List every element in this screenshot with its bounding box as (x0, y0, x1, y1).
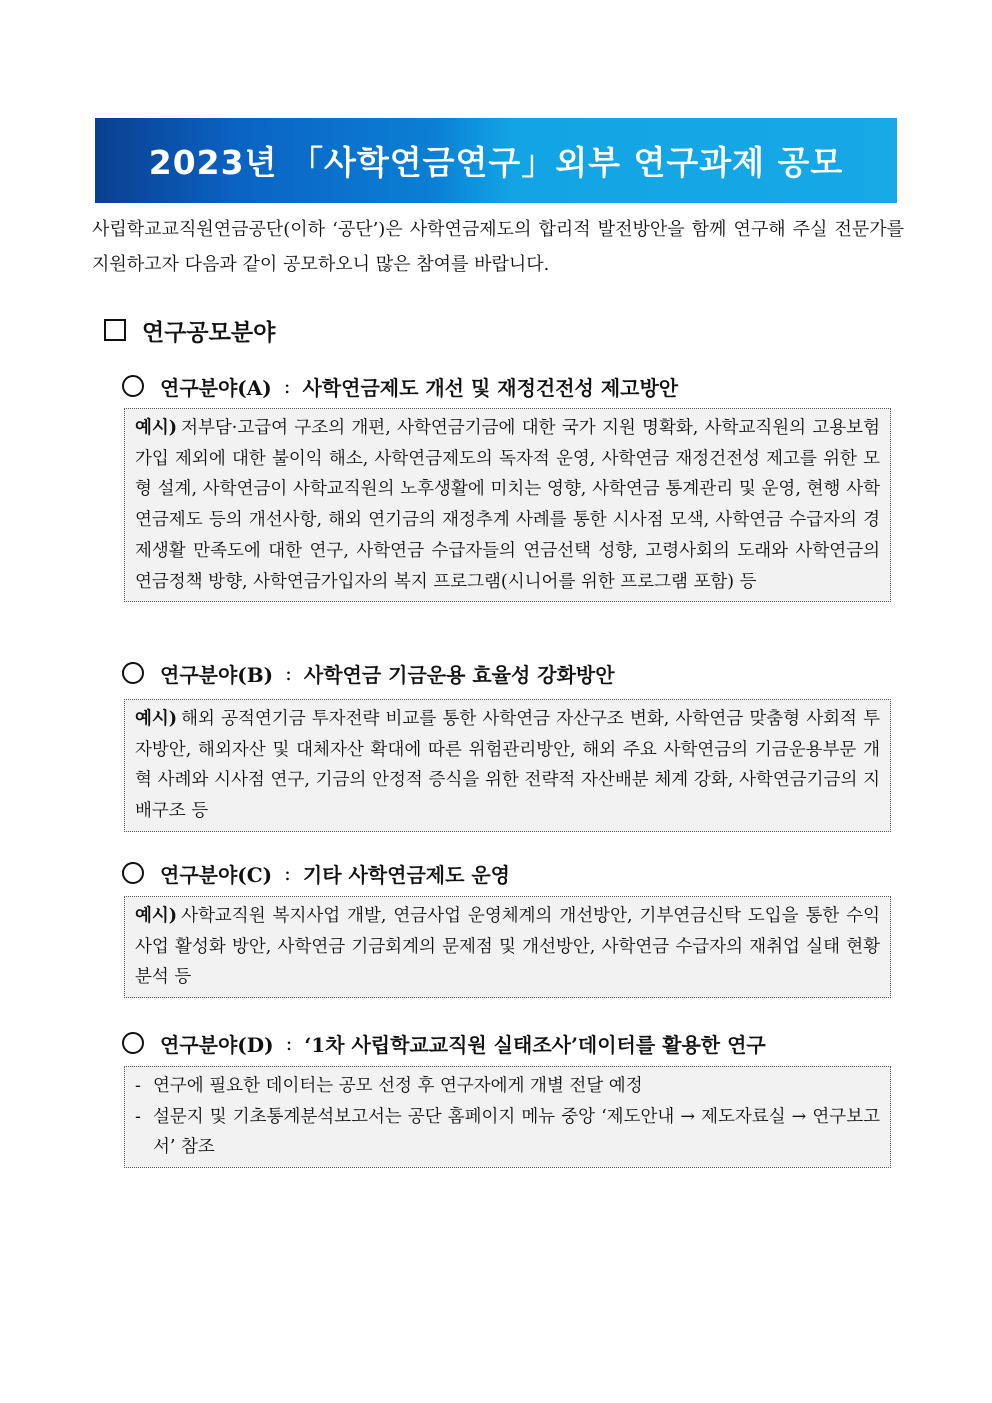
field-topic: ‘1차 사립학교교직원 실태조사’데이터를 활용한 연구 (304, 1032, 766, 1057)
page-title: 2023년 「사학연금연구」외부 연구과제 공모 (148, 143, 844, 182)
field-c-heading (122, 856, 510, 890)
note-text: 설문지 및 기초통계분석보고서는 공단 홈페이지 메뉴 중앙 ‘제도안내 → 제도자료실 → 연구보고서’ 참조 (153, 1106, 880, 1158)
note-text: 연구에 필요한 데이터는 공모 선정 후 연구자에게 개별 전달 예정 (153, 1076, 643, 1096)
field-d-notes-box (124, 1066, 891, 1168)
field-topic: 사학연금제도 개선 및 재정건전성 제고방안 (302, 375, 679, 400)
note-item (135, 1071, 880, 1102)
field-c-example-box (124, 896, 891, 998)
field-b-example-box (124, 699, 891, 832)
field-code: 연구분야(B) (160, 662, 274, 687)
circle-bullet-icon (122, 862, 144, 884)
example-label: 예시) (135, 906, 178, 926)
field-a-example-box (124, 408, 891, 602)
circle-bullet-icon (122, 375, 144, 397)
section-heading (104, 310, 275, 350)
square-bullet-icon (104, 319, 126, 341)
field-code: 연구분야(D) (160, 1032, 274, 1057)
field-topic: 사학연금 기금운용 효율성 강화방안 (303, 662, 615, 687)
field-b-heading (122, 656, 615, 690)
intro-paragraph: 사립학교교직원연금공단(이하 ‘공단’)은 사학연금제도의 합리적 발전방안을 함께 연구해 주실 전문가를 지원하고자 다음과 같이 공모하오니 많은 참여를 바랍니다. (92, 219, 904, 275)
field-separator: : (285, 1031, 293, 1055)
note-item (135, 1102, 880, 1163)
example-label: 예시) (135, 709, 178, 729)
field-separator: : (284, 861, 291, 885)
example-text: 해외 공적연기금 투자전략 비교를 통한 사학연금 자산구조 변화, 사학연금 맞춤형 사회적 투자방안, 해외자산 및 대체자산 확대에 따른 위험관리방안, 해외 주요 사학연금의 기금운용부문 개혁 사례와 시사점 연구, 기금의 안정적 증식을 위한 전략적 자산배분 체계 강화, 사학연금기금의 지배구조 등 (135, 709, 880, 822)
section-title: 연구공모분야 (142, 319, 276, 346)
field-separator: : (285, 661, 292, 685)
dash-bullet-icon: - (135, 1076, 141, 1096)
field-a-heading (122, 369, 678, 403)
field-topic: 기타 사학연금제도 운영 (302, 862, 511, 887)
dash-bullet-icon: - (135, 1106, 141, 1127)
example-text: 사학교직원 복지사업 개발, 연금사업 운영체계의 개선방안, 기부연금신탁 도입을 통한 수익사업 활성화 방안, 사학연금 기금회계의 문제점 및 개선방안, 사학연금 수급자의 재취업 실태 현황 분석 등 (135, 906, 880, 988)
field-separator: : (283, 374, 291, 398)
field-code: 연구분야(A) (160, 375, 272, 400)
example-label: 예시) (135, 418, 178, 438)
circle-bullet-icon (122, 1032, 144, 1054)
field-code: 연구분야(C) (160, 862, 273, 887)
circle-bullet-icon (122, 662, 144, 684)
title-banner (95, 118, 897, 203)
example-text: 저부담·고급여 구조의 개편, 사학연금기금에 대한 국가 지원 명확화, 사학교직원의 고용보험 가입 제외에 대한 불이익 해소, 사학연금제도의 독자적 운영, 사학연금 재정건전성 제고를 위한 모형 설계, 사학연금이 사학교직원의 노후생활에 미치는 영향, 사학연금 통계관리 및 운영, 현행 사학연금제도 등의 개선사항, 해외 연기금의 재정추계 사례를 통한 시사점 모색, 사학연금 수급자의 경제생활 만족도에 대한 연구, 사학연금 수급자들의 연금선택 성향, 고령사회의 도래와 사학연금의 연금정책 방향, 사학연금가입자의 복지 프로그램(시니어를 위한 프로그램 포함) 등 (135, 418, 880, 592)
field-d-heading (122, 1026, 766, 1060)
